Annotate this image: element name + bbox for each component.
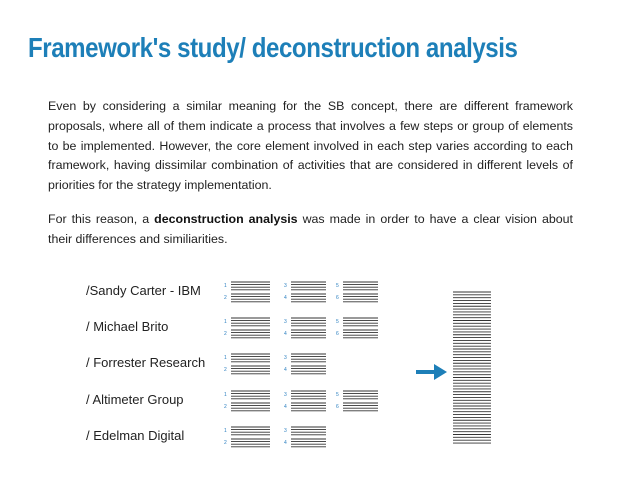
step-number: 2 — [224, 367, 227, 373]
step-number: 2 — [224, 295, 227, 301]
step-number: 1 — [224, 428, 227, 434]
framework-label: / Edelman Digital — [86, 428, 185, 443]
step-number: 1 — [224, 319, 227, 325]
framework-label: / Michael Brito — [86, 319, 169, 334]
step-number: 3 — [284, 428, 287, 434]
step-number: 4 — [284, 331, 287, 337]
step-number: 2 — [224, 404, 227, 410]
framework-label: / Altimeter Group — [86, 392, 184, 407]
framework-label: / Forrester Research — [86, 355, 206, 370]
step-number: 3 — [284, 355, 287, 361]
analysis-text-start: For this reason, a — [48, 212, 155, 226]
step-number: 6 — [336, 295, 339, 301]
step-number: 5 — [336, 392, 339, 398]
step-number: 4 — [284, 404, 287, 410]
analysis-text-end: was made in order to have a clear vision about their differences and similiarities. — [48, 212, 573, 246]
step-number: 1 — [224, 283, 227, 289]
framework-label: /Sandy Carter - IBM — [86, 283, 201, 298]
step-number: 4 — [284, 367, 287, 373]
step-number: 5 — [336, 319, 339, 325]
step-number: 3 — [284, 392, 287, 398]
step-number: 4 — [284, 440, 287, 446]
step-number: 5 — [336, 283, 339, 289]
step-number: 2 — [224, 440, 227, 446]
step-number: 3 — [284, 283, 287, 289]
step-number: 6 — [336, 404, 339, 410]
analysis-emphasis: deconstruction analysis — [154, 212, 298, 226]
step-number: 1 — [224, 355, 227, 361]
step-number: 1 — [224, 392, 227, 398]
step-number: 6 — [336, 331, 339, 337]
step-number: 4 — [284, 295, 287, 301]
step-number: 2 — [224, 331, 227, 337]
intro-paragraph: Even by considering a similar meaning for the SB concept, there are different framework proposals, where all of them indicate a process that involves a few steps or group of elements to be implemented. However, the core element involved in each step varies according to each framework, having dissimilar combination of activities that are considered in different levels of priorities for the strategy implementation. — [48, 99, 573, 193]
step-number: 3 — [284, 319, 287, 325]
slide-title: Framework's study/ deconstruction analysis — [28, 32, 518, 63]
